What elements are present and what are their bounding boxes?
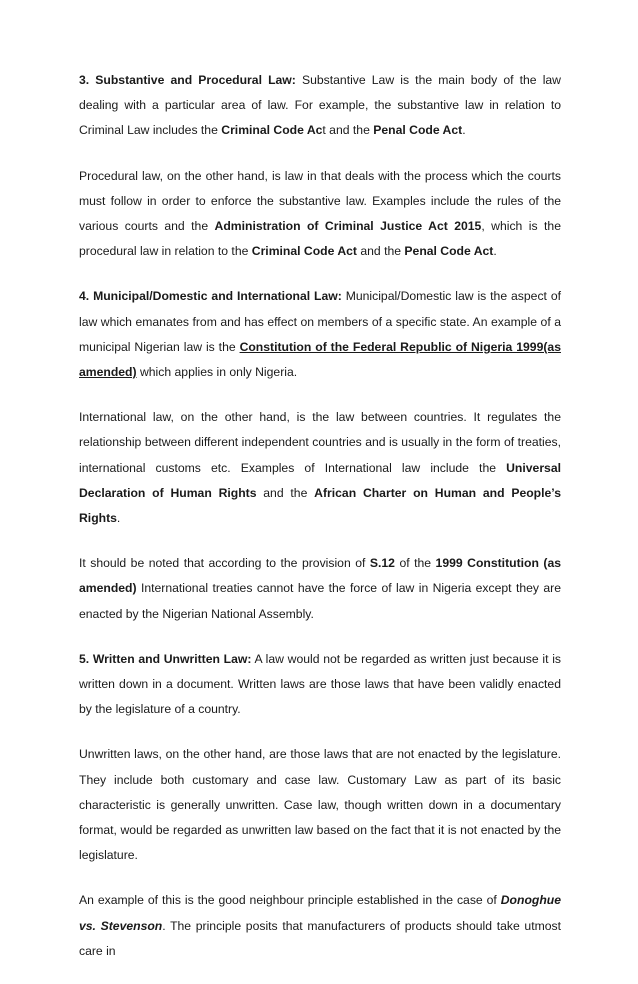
body-text: and the (356, 244, 405, 259)
body-text: A law would not be regarded as written just because it is written down in a document. Written laws are those laws that have been validly enacted by the legislature of a country. (79, 651, 561, 717)
paragraph-unwritten-laws (79, 742, 561, 868)
body-text: , which is the procedural law in relation to the (79, 219, 561, 259)
body-text: which applies in only Nigeria. (136, 365, 298, 380)
paragraph-written-unwritten (79, 647, 561, 723)
body-text: t and the (322, 123, 374, 138)
paragraph-substantive-procedural (79, 68, 561, 144)
emphasized-text: 1999 Constitution (as amended) (79, 556, 562, 596)
body-text: of the (394, 556, 436, 571)
body-text: . (493, 244, 497, 259)
emphasized-text: 3. Substantive and Procedural Law: (79, 73, 296, 87)
paragraph-treaties-note (79, 551, 561, 627)
paragraph-good-neighbour (79, 888, 561, 964)
emphasized-text: Penal Code Act (373, 123, 463, 138)
body-text: Unwritten laws, on the other hand, are those laws that are not enacted by the legislature. They include both customary and case law. Customary Law as part of its basic characteristic is generally unwritten. Case law, though written down in a documentary format, would be regarded as unwritten law based on the fact that it is not enacted by the legislature. (79, 747, 561, 863)
emphasized-text: Universal Declaration of Human Rights (79, 460, 561, 500)
body-text: . (116, 511, 121, 526)
paragraph-municipal-international (79, 284, 561, 385)
body-text: and the (256, 485, 315, 500)
body-text: Municipal/Domestic law is the aspect of law which emanates from and has effect on members of a specific state. An example of a municipal Nigerian law is the (79, 289, 561, 354)
emphasized-text: 5. Written and Unwritten Law: (79, 651, 252, 666)
emphasized-text: Criminal Code Act (251, 244, 357, 259)
emphasized-text: Penal Code Act (404, 244, 494, 259)
emphasized-text: S.12 (369, 556, 395, 571)
emphasized-text: Constitution of the Federal Republic of Nigeria 1999(as amended) (79, 339, 561, 380)
paragraph-international-law (79, 405, 561, 531)
body-text: International treaties cannot have the force of law in Nigeria except they are enacted by the Nigerian National Assembly. (79, 581, 561, 621)
emphasized-text: Donoghue vs. Stevenson (79, 893, 561, 933)
body-text: Procedural law, on the other hand, is law in that deals with the process which the courts must follow in order to enforce the substantive law. Examples include the rules of the various courts and the (79, 168, 561, 234)
body-text: It should be noted that according to the provision of (79, 556, 370, 571)
body-text: . (462, 123, 466, 138)
emphasized-text: Administration of Criminal Justice Act 2015 (214, 219, 482, 234)
emphasized-text: Criminal Code Ac (221, 123, 323, 138)
paragraph-procedural-law (79, 164, 561, 265)
document-page (79, 68, 561, 984)
emphasized-text: 4. Municipal/Domestic and International Law: (79, 289, 342, 304)
body-text: International law, on the other hand, is the law between countries. It regulates the relationship between different independent countries and is usually in the form of treaties, international customs etc. Examples of International law include the (79, 410, 561, 475)
emphasized-text: African Charter on Human and People’s Rights (79, 485, 561, 526)
body-text: . The principle posits that manufacturers of products should take utmost care in (79, 918, 561, 958)
body-text: An example of this is the good neighbour principle established in the case of (79, 893, 501, 908)
body-text: Substantive Law is the main body of the law dealing with a particular area of law. For example, the substantive law in relation to Criminal Law includes the (79, 73, 561, 138)
